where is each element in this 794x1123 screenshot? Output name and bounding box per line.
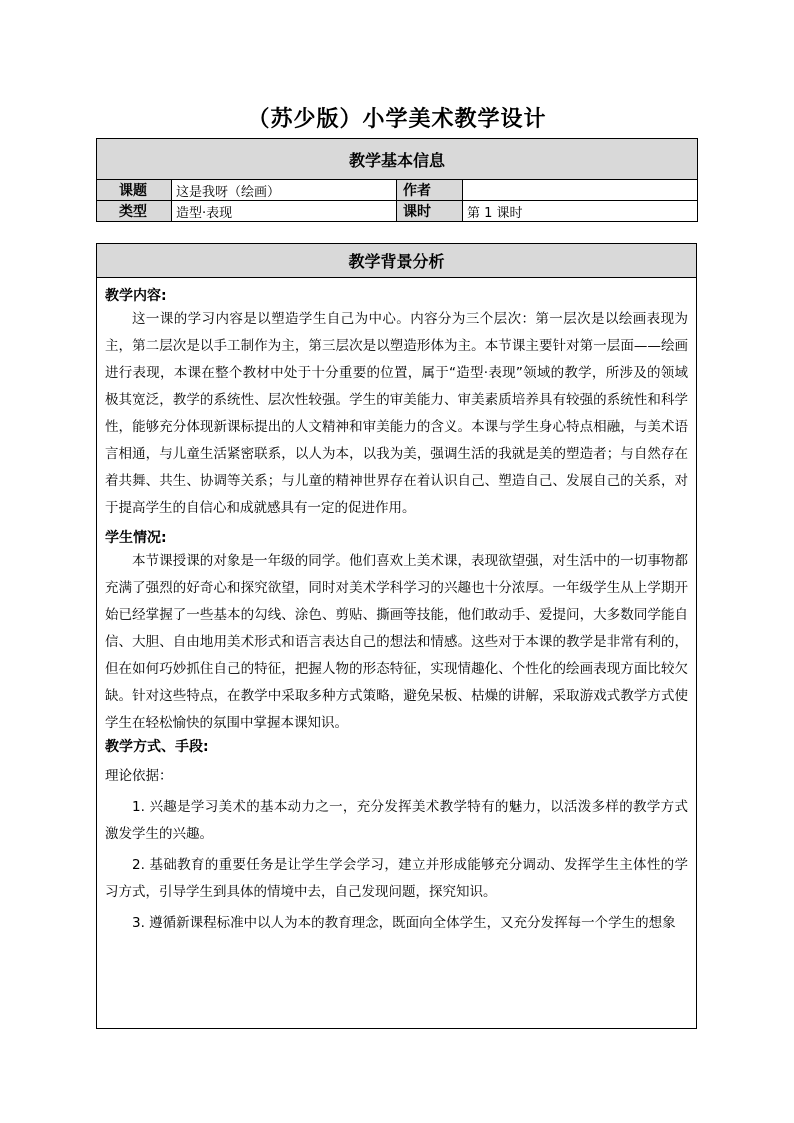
theory-point-1: 1. 兴趣是学习美术的基本动力之一，充分发挥美术教学特有的魅力，以活泼多样的教学方式激发学生的兴趣。 xyxy=(105,799,688,842)
students-paragraph: 本节课授课的对象是一年级的同学。他们喜欢上美术课，表现欲望强，对生活中的一切事物都充满了强烈的好奇心和探究欲望，同时对美术学科学习的兴趣也十分浓厚。一年级学生从上学期开始已经掌握了一些基本的勾线、涂色、剪贴、撕画等技能，他们敢动手、爱提问，大多数同学能自信、大胆、自由地用美术形式和语言表达自己的想法和情感。这些对于本课的教学是非常有利的，但在如何巧妙抓住自己的特征，把握人物的形态特征，实现情趣化、个性化的绘画表现方面比较欠缺。针对这些特点，在教学中采取多种方式策略，避免呆板、枯燥的讲解，采取游戏式教学方式使学生在轻松愉快的氛围中掌握本课知识。 xyxy=(105,553,688,731)
period-value: 第 1 课时 xyxy=(463,201,698,222)
author-label: 作者 xyxy=(397,180,463,201)
content-heading: 教学内容: xyxy=(105,288,167,304)
methods-heading: 教学方式、手段: xyxy=(105,739,209,755)
students-heading: 学生情况: xyxy=(105,530,167,546)
author-value xyxy=(463,180,698,201)
theory-point-3: 3. 遵循新课程标准中以人为本的教育理念，既面向全体学生，又充分发挥每一个学生的想象 xyxy=(132,915,676,931)
background-analysis-table xyxy=(96,243,697,1029)
period-label: 课时 xyxy=(397,201,463,222)
document-title: （苏少版）小学美术教学设计 xyxy=(247,107,547,132)
theory-label: 理论依据： xyxy=(105,768,173,784)
basic-info-heading: 教学基本信息 xyxy=(97,139,698,180)
type-label: 类型 xyxy=(97,201,172,222)
basic-info-table xyxy=(96,138,698,222)
type-value: 造型·表现 xyxy=(172,201,397,222)
topic-label: 课题 xyxy=(97,180,172,201)
theory-point-2: 2. 基础教育的重要任务是让学生学会学习，建立并形成能够充分调动、发挥学生主体性的学习方式，引导学生到具体的情境中去，自己发现问题，探究知识。 xyxy=(105,857,688,900)
background-content xyxy=(97,278,697,1029)
content-paragraph: 这一课的学习内容是以塑造学生自己为中心。内容分为三个层次：第一层次是以绘画表现为主，第二层次是以手工制作为主，第三层次是以塑造形体为主。本节课主要针对第一层面——绘画进行表现，本课在整个教材中处于十分重要的位置，属于“造型·表现”领域的教学，所涉及的领域极其宽泛，教学的系统性、层次性较强。学生的审美能力、审美素质培养具有较强的系统性和科学性，能够充分体现新课标提出的人文精神和审美能力的含义。本课与学生身心特点相融，与美术语言相通，与儿童生活紧密联系，以人为本，以我为美，强调生活的我就是美的塑造者；与自然存在着共舞、共生、协调等关系；与儿童的精神世界存在着认识自己、塑造自己、发展自己的关系，对于提高学生的自信心和成就感具有一定的促进作用。 xyxy=(105,311,688,516)
topic-value: 这是我呀（绘画） xyxy=(172,180,397,201)
background-heading: 教学背景分析 xyxy=(97,244,697,278)
